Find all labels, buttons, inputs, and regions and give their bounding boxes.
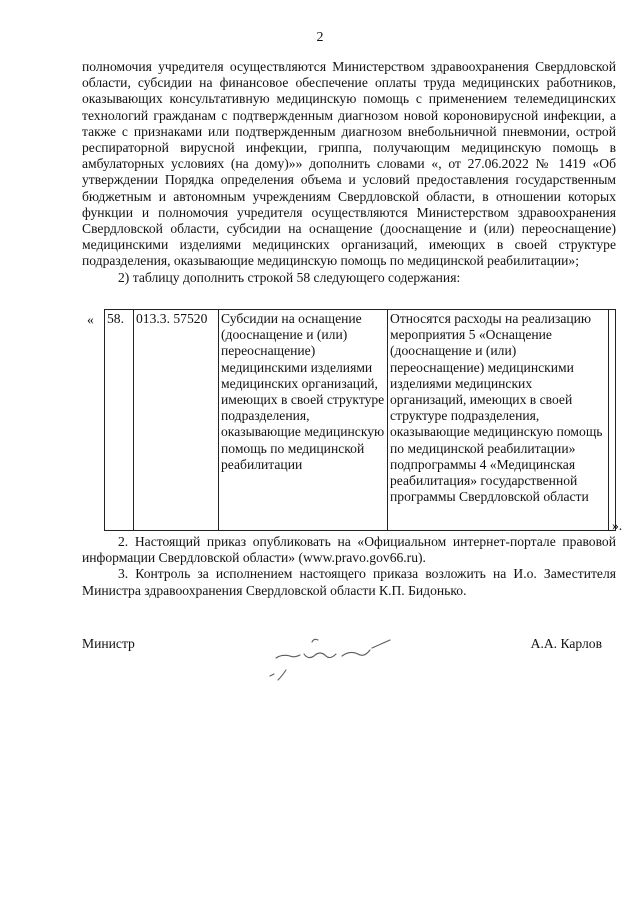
paragraph-publish: 2. Настоящий приказ опубликовать на «Официальном интернет-портале правовой информации Свердловской области» (www.pravo.gov66.ru). — [82, 534, 616, 566]
paragraph-table-intro: 2) таблицу дополнить строкой 58 следующего содержания: — [118, 269, 461, 285]
note-cell: Относятся расходы на реализацию мероприятия 5 «Оснащение (дооснащение и (или) переоснащение) медицинскими изделиями медицинских организаций, имеющих в своей структуре подразделения, оказывающие медицинскую помощь по медицинской реабилитации» подпрограммы 4 «Медицинская реабилитация» государственной программы Свердловской области — [388, 310, 609, 531]
empty-cell — [609, 310, 616, 531]
inserted-table-row — [80, 309, 632, 531]
main-text — [82, 59, 616, 286]
handwritten-signature — [256, 618, 416, 698]
page-number: 2 — [316, 30, 324, 45]
code-cell: 013.3. 57520 — [134, 310, 219, 531]
signer-title: Министр — [82, 636, 135, 651]
row-number-cell: 58. — [105, 310, 134, 531]
paragraph-continuation: полномочия учредителя осуществляются Министерством здравоохранения Свердловской области, субсидии на финансовое обеспечение оплаты труда медицинских работников, оказывающих консультативную медицинскую помощь с применением телемедицинских технологий гражданам с подтвержденным диагнозом новой короновирусной инфекции, а также с признаками или подтвержденным диагнозом внебольничной пневмонии, острой респираторной вирусной инфекции, гриппа, получающим медицинскую помощь в амбулаторных условиях (на дому)»» дополнить словами «, от 27.06.2022 № 1419 «Об утверждении Порядка определения объема и условий предоставления государственным бюджетным и автономным учреждениям Свердловской области, в отношении которых функции и полномочия учредителя осуществляются Министерством здравоохранения Свердловской области, субсидии на оснащение (дооснащение и (или) переоснащение) медицинскими изделиями медицинских организаций, имеющих в своей структуре подразделения, оказывающие медицинскую помощь по медицинской реабилитации»; — [82, 59, 616, 269]
name-cell: Субсидии на оснащение (дооснащение и (или) переоснащение) медицинскими изделиями медицинских организаций, имеющих в своей структуре подразделения, оказывающие медицинскую помощь по медицинской реабилитации — [219, 310, 388, 531]
closing-quote: ». — [612, 518, 623, 533]
expenditure-table — [104, 309, 616, 531]
signer-name: А.А. Карлов — [530, 636, 602, 651]
table-row — [105, 310, 616, 531]
paragraph-control: 3. Контроль за исполнением настоящего приказа возложить на И.о. Заместителя Министра здравоохранения Свердловской области К.П. Бидонько. — [82, 566, 616, 598]
closing-text — [82, 534, 616, 599]
opening-quote: « — [87, 312, 94, 327]
